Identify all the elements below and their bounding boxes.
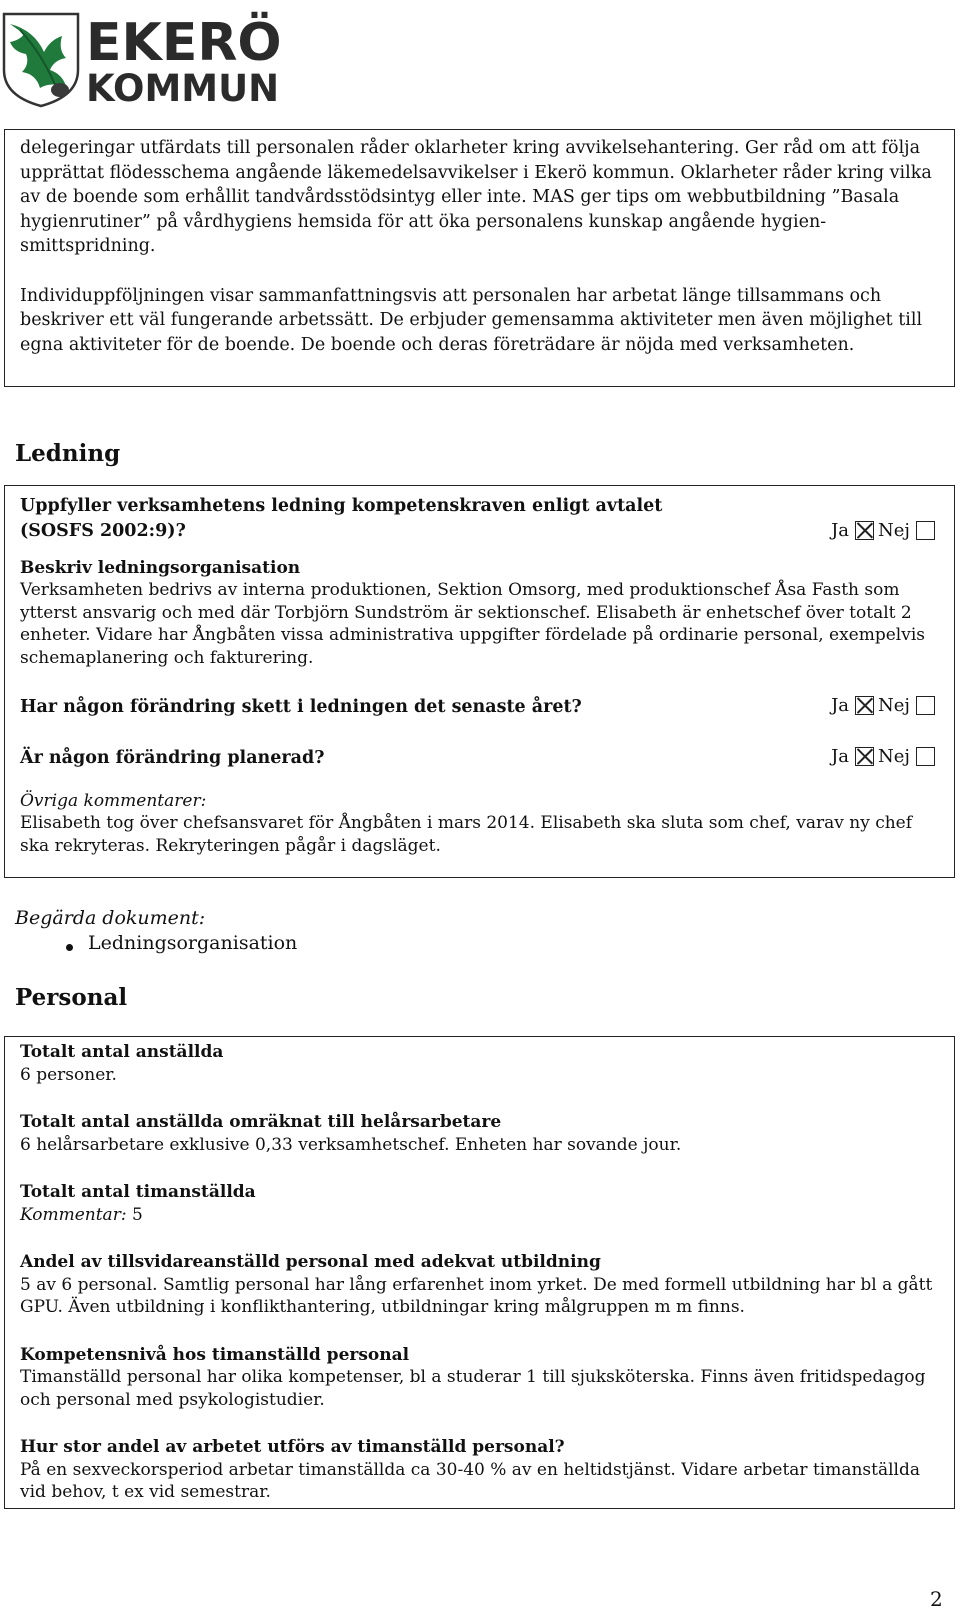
checkbox-yes-checked-icon[interactable] [855,521,874,540]
total-employees-heading: Totalt antal anställda [20,1042,224,1062]
checkbox-no-icon[interactable] [916,696,935,715]
documents-label: Begärda dokument: [15,907,206,929]
checkbox-no-icon[interactable] [916,747,935,766]
education-share-text: 5 av 6 personal. Samtlig personal har lång erfarenhet inom yrket. De med formell utbildning har bl a gått GPU. Även utbildning i konflikthantering, utbildningar kring målgruppen m m finns. [20,1274,933,1317]
comments-text: Elisabeth tog över chefsansvaret för Ångbåten i mars 2014. Elisabeth ska sluta som chef, varav ny chef ska rekryteras. Rekryteringen pågår i dagsläget. [20,813,913,856]
ekero-kommun-logo [0,0,290,110]
ledning-box [4,485,955,878]
no-label: Nej [878,520,910,541]
checkbox-no-icon[interactable] [916,521,935,540]
hourly-competence-heading: Kompetensnivå hos timanställd personal [20,1344,410,1365]
fte-text: 6 helårsarbetare exklusive 0,33 verksamhetschef. Enheten har sovande jour. [20,1134,682,1155]
logo-text-line2: KOMMUN [86,67,280,110]
page-number: 2 [930,1587,943,1611]
paragraph-deviations: delegeringar utfärdats till personalen råder oklarheter kring avvikelsehantering. Ger råd om att följa upprättat flödesschema angående läkemedelsavvikelser i Ekerö kommun. Oklarheter råder kring vilka av de boende som erhållit tandvårdsstödsintyg eller inte. MAS ger tips om webbutbildning ”Basala hygienrutiner” på vårdhygiens hemsida för att öka personalens kunskap angående hygien- smittspridning. [20,138,932,256]
total-employees-text: 6 personer. [20,1064,117,1085]
section-heading-ledning: Ledning [15,440,121,467]
question-competence: Uppfyller verksamhetens ledning kompetenskraven enligt avtalet (SOSFS 2002:9)? [20,496,663,541]
bullet-icon [66,944,73,951]
hourly-staff-comment [20,1204,939,1227]
hourly-share-heading: Hur stor andel av arbetet utförs av timanställd personal? [20,1437,565,1457]
documents-list-item [0,932,400,958]
no-label: Nej [878,695,910,716]
question-change-last-year: Har någon förändring skett i ledningen det senaste året? [20,697,582,717]
hourly-share-text: På en sexveckorsperiod arbetar timanställda ca 30-40 % av en heltidstjänst. Vidare arbetar timanställda vid behov, t ex vid semestrar. [20,1459,920,1502]
checkbox-yes-checked-icon[interactable] [855,696,874,715]
assessment-box-continued [4,129,955,387]
question-row-change-planned [20,746,939,771]
no-label: Nej [878,745,910,767]
document-ledningsorganisation: Ledningsorganisation [88,932,298,954]
comment-value: 5 [126,1204,143,1225]
yes-label: Ja [831,745,850,767]
comment-label: Kommentar: [20,1204,127,1225]
hourly-competence-text: Timanställd personal har olika kompetenser, bl a studerar 1 till sjuksköterska. Finns även fritidspedagog och personal med psykologistudier. [20,1367,926,1410]
yes-label: Ja [831,695,850,716]
logo-text-line1: EKERÖ [86,13,282,73]
org-heading: Beskriv ledningsorganisation [20,558,301,578]
fte-heading: Totalt antal anställda omräknat till helårsarbetare [20,1112,502,1132]
question-row-change-last-year [20,695,939,720]
question-change-planned: Är någon förändring planerad? [20,747,325,768]
checkbox-yes-checked-icon[interactable] [855,747,874,766]
yes-no-change-planned [831,746,939,767]
org-text: Verksamheten bedrivs av interna produktionen, Sektion Omsorg, med produktionschef Åsa Fasth som ytterst ansvarig och med där Torbjörn Sundström är sektionschef. Elisabeth är enhetschef över totalt 2 enheter. Vidare har Ångbåten vissa administrativa uppgifter fördelade på ordinarie personal, exempelvis schemaplanering och fakturering. [20,580,926,668]
logo-shield-icon [0,0,290,110]
yes-no-change-last-year [831,695,939,716]
yes-no-competence [831,520,939,541]
section-heading-personal: Personal [15,984,128,1011]
personal-box [4,1036,955,1509]
education-share-heading: Andel av tillsvidareanställd personal med adekvat utbildning [20,1252,601,1272]
yes-label: Ja [831,520,850,541]
comments-label: Övriga kommentarer: [20,791,207,811]
question-row-competence [20,494,939,543]
paragraph-individual-followup: Individuppföljningen visar sammanfattningsvis att personalen har arbetat länge tillsammans och beskriver ett väl fungerande arbetssätt. De erbjuder gemensamma aktiviteter men även möjlighet till egna aktiviteter för de boende. De boende och deras företrädare är nöjda med verksamheten. [20,285,923,355]
hourly-staff-heading: Totalt antal timanställda [20,1182,256,1202]
